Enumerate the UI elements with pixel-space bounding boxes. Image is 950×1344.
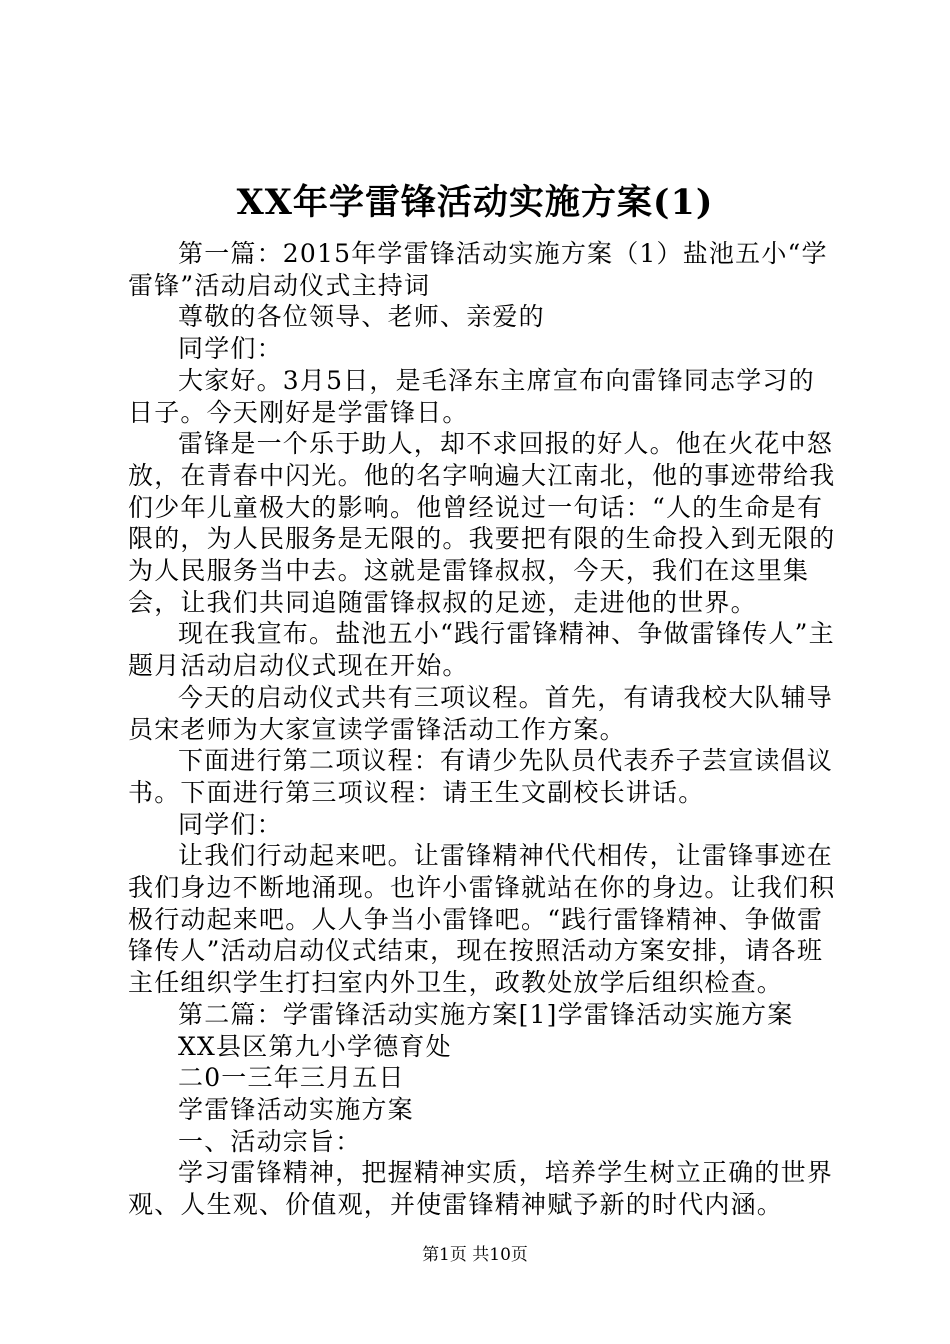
paragraph: 现在我宣布。盐池五小“践行雷锋精神、争做雷锋传人”主题月活动启动仪式现在开始。 xyxy=(128,619,835,681)
paragraph: 让我们行动起来吧。让雷锋精神代代相传，让雷锋事迹在我们身边不断地涌现。也许小雷锋就站在你的身边。让我们积极行动起来吧。人人争当小雷锋吧。“践行雷锋精神、争做雷锋传人”活动启动仪式结束，现在按照活动方案安排，请各班主任组织学生打扫室内外卫生，政教处放学后组织检查。 xyxy=(128,841,836,998)
paragraph: 同学们： xyxy=(178,809,283,839)
page-number-footer: 第1页 共10页 xyxy=(422,1245,528,1265)
paragraph: 下面进行第二项议程：有请少先队员代表乔子芸宣读倡议书。下面进行第三项议程：请王生文副校长讲话。 xyxy=(128,746,834,807)
paragraph: 二0一三年三月五日 xyxy=(178,1063,405,1093)
paragraph: 一、活动宗旨： xyxy=(178,1126,362,1156)
paragraph: 学雷锋活动实施方案 xyxy=(178,1094,414,1124)
paragraph: 第二篇：学雷锋活动实施方案[1]学雷锋活动实施方案 xyxy=(178,999,794,1029)
paragraph: 学习雷锋精神，把握精神实质，培养学生树立正确的世界观、人生观、价值观，并使雷锋精神赋予新的时代内涵。 xyxy=(128,1158,834,1220)
paragraph: XX县区第九小学德育处 xyxy=(178,1031,452,1061)
paragraph: 大家好。3月5日，是毛泽东主席宣布向雷锋同志学习的日子。今天刚好是学雷锋日。 xyxy=(128,365,815,427)
document-body xyxy=(128,238,836,1221)
paragraph: 第一篇：2015年学雷锋活动实施方案（1）盐池五小“学雷锋”活动启动仪式主持词 xyxy=(128,239,828,300)
paragraph: 雷锋是一个乐于助人，却不求回报的好人。他在火花中怒放，在青春中闪光。他的名字响遍大江南北，他的事迹带给我们少年儿童极大的影响。他曾经说过一句话：“人的生命是有限的，为人民服务是无限的。我要把有限的生命投入到无限的为人民服务当中去。这就是雷锋叔叔，今天，我们在这里集会，让我们共同追随雷锋叔叔的足迹，走进他的世界。 xyxy=(128,429,836,617)
paragraph: 尊敬的各位领导、老师、亲爱的 xyxy=(178,302,545,332)
paragraph: 今天的启动仪式共有三项议程。首先，有请我校大队辅导员宋老师为大家宣读学雷锋活动工作方案。 xyxy=(128,682,834,744)
document-title: XX年学雷锋活动实施方案(1) xyxy=(236,182,714,223)
paragraph: 同学们： xyxy=(178,334,283,364)
